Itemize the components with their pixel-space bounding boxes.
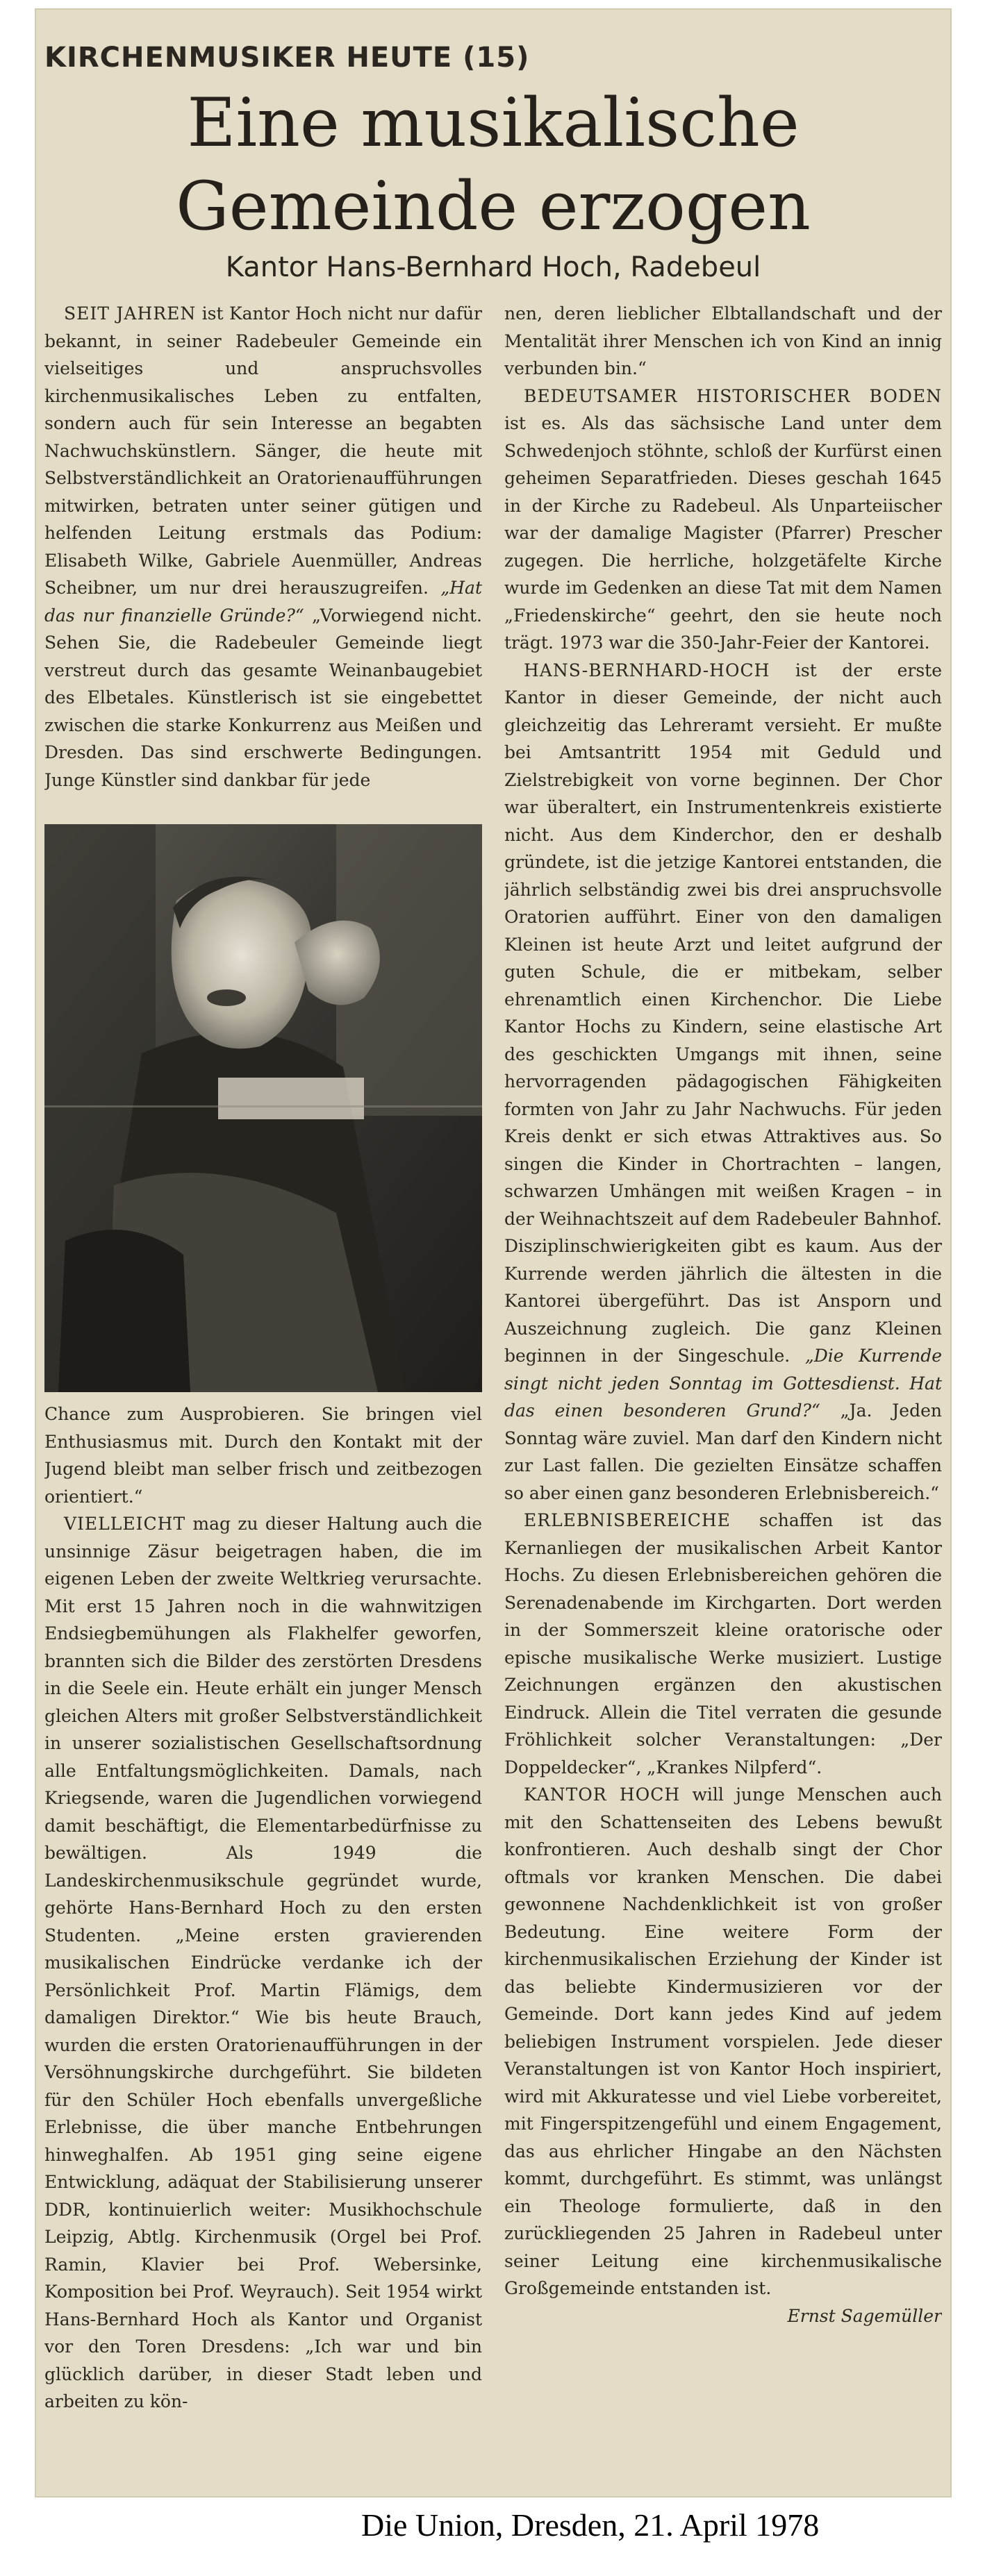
lead-in: BEDEUTSAMER HISTORISCHER BODEN	[524, 385, 942, 406]
interview-question: „Hat das nur finanzielle Gründe?“	[44, 578, 482, 626]
lead-in: HANS-BERNHARD-HOCH	[524, 660, 770, 680]
paragraph-continued	[504, 300, 942, 383]
lead-in: VIELLEICHT	[64, 1514, 186, 1534]
interview-question: „Die Kurrende singt nicht jeden Sonntag im Gottesdienst. Hat das einen besonderen Grund?“	[504, 1346, 942, 1421]
paragraph-history	[504, 383, 942, 657]
paragraph-text: ist der erste Kantor in dieser Gemeinde, der nicht auch gleichzeitig das Lehreramt versieht. Er mußte bei Amtsantritt 1954 mit Geduld und Zielstrebigkeit von vorne beginnen. Der Chor war überaltert, ein Instrumentenkreis existierte nicht. Aus dem Kinderchor, den er deshalb gründete, ist die jetzige Kantorei entstanden, die jährlich selbständig zwei bis drei anspruchsvolle Oratorien aufführt. Einer von den damaligen Kleinen ist heute Arzt und leitet aufgrund der guten Schule, die er mitbekam, selber ehrenamtlich einen Kirchenchor. Die Liebe Kantor Hochs zu Kindern, seine elastische Art des geschickten Umgangs mit ihnen, seine hervorragenden pädagogischen Fähigkeiten formten von Jahr zu Jahr Nachwuchs. Für jeden Kreis denkt er sich etwas Attraktives aus. So singen die Kinder in Chortrachten – langen, schwarzen Umhängen mit weißen Kragen – in der Weihnachtszeit auf dem Radebeuler Bahnhof. Disziplinschwierigkeiten gibt es kaum. Aus der Kurrende werden jährlich die ältesten in die Kantorei übergeführt. Das ist Ansporn und Auszeichnung zugleich. Die ganz Kleinen beginnen in der Singeschule.	[504, 660, 942, 1366]
paragraph-biography	[44, 1510, 482, 2416]
headline-line-2: Gemeinde erzogen	[176, 167, 811, 245]
paragraph-text: will junge Menschen auch mit den Schattenseiten des Lebens bewußt konfrontieren. Auch deshalb singt der Chor oftmals vor kranken Menschen. Die dabei gewonnene Nachdenklichkeit ist von großer Bedeutung. Eine weitere Form der kirchenmusikalischen Erziehung der Kinder ist das beliebte Kindermusizieren vor der Gemeinde. Dort kann jedes Kind auf jedem beliebigen Instrument vorspielen. Jede dieser Veranstaltungen ist von Kantor Hoch inspiriert, wird mit Akkuratesse und viel Liebe vorbereitet, mit Fingerspitzengefühl und einem Engagement, das aus ehrlicher Hingabe an den Nächsten kommt, durchgeführt. Es stimmt, was unlängst ein Theologe formulierte, daß in den zurückliegenden 25 Jahren in Radebeul unter seiner Leitung eine kirchenmusikalische Großgemeinde entstanden ist.	[504, 1784, 942, 2298]
article-column-left	[44, 300, 482, 2480]
paragraph-text: ist es. Als das sächsische Land unter dem Schwedenjoch stöhnte, schloß der Kurfürst einen geheimen Separatfrieden. Dieses geschah 1645 in der Kirche zu Radebeul. Als Unparteiischer war der damalige Magister (Pfarrer) Prescher zugegen. Die herrliche, holzgetäfelte Kirche wurde im Gedenken an diese Tat mit dem Namen „Friedenskirche“ geehrt, den sie heute noch trägt. 1973 war die 350-Jahr-Feier der Kantorei.	[504, 413, 942, 653]
paragraph-intro	[44, 300, 482, 794]
paragraph-text: Chance zum Ausprobieren. Sie bringen viel Enthusiasmus mit. Durch den Kontakt mit der Jugend bleibt man selber frisch und zeitbezogen orientiert.“	[44, 1404, 482, 1507]
portrait-photo	[44, 824, 482, 1392]
paragraph-text: schaffen ist das Kernanliegen der musikalischen Arbeit Kantor Hochs. Zu diesen Erlebnisbereichen gehören die Serenadenabende im Kirchgarten. Dort werden in der Sommerszeit kleine oratorische oder epische musikalische Werke musiziert. Lustige Zeichnungen ergänzen den akustischen Eindruck. Allein die Titel verraten die gesunde Fröhlichkeit solcher Veranstaltungen: „Der Doppeldecker“, „Krankes Nilpferd“.	[504, 1510, 942, 1778]
lead-in: ERLEBNISBEREICHE	[524, 1510, 731, 1530]
series-kicker: KIRCHENMUSIKER HEUTE (15)	[44, 42, 530, 74]
paragraph-erlebnisbereiche	[504, 1507, 942, 1781]
article-column-right	[504, 300, 942, 2480]
paragraph-text: nen, deren lieblicher Elbtallandschaft und der Mentalität ihrer Menschen ich von Kind an innig verbunden bin.“	[504, 303, 942, 378]
headline	[35, 81, 952, 248]
source-caption: Die Union, Dresden, 21. April 1978	[361, 2507, 820, 2543]
interview-answer: „Vorwiegend nicht. Sehen Sie, die Radebeuler Gemeinde liegt verstreut durch das gesamte Weinanbaugebiet des Elbetales. Künstlerisch ist sie eingebettet zwischen die starke Konkurrenz aus Meißen und Dresden. Das sind erschwerte Bedingungen. Junge Künstler sind dankbar für jede	[44, 605, 482, 790]
lead-in: KANTOR HOCH	[524, 1784, 681, 1805]
author-signature: Ernst Sagemüller	[787, 2305, 942, 2326]
headline-line-1: Eine musikalische	[187, 84, 800, 162]
newspaper-clipping	[35, 8, 952, 2498]
paragraph-continued	[44, 1400, 482, 1510]
lead-in: SEIT JAHREN	[64, 303, 197, 324]
kantor-portrait-image	[44, 824, 482, 1392]
paragraph-kantorei	[504, 657, 942, 1507]
interview-answer: „Ja. Jeden Sonntag wäre zuviel. Man darf den Kindern nicht zur Last fallen. Die gezielten Einsätze schaffen so aber einen ganz besonderen Erlebnisbereich.“	[504, 1400, 942, 1503]
subheadline: Kantor Hans-Bernhard Hoch, Radebeul	[225, 251, 761, 283]
paragraph-closing	[504, 1781, 942, 2326]
paragraph-text: ist Kantor Hoch nicht nur dafür bekannt, in seiner Radebeuler Gemeinde ein vielseitiges und anspruchsvolles kirchenmusikalisches Leben zu entfalten, sondern auch für sein Interesse an begabten Nachwuchskünstlern. Sänger, die heute mit Selbstverständlichkeit an Oratorienaufführungen mitwirken, betraten unter seiner gütigen und helfenden Leitung erstmals das Podium: Elisabeth Wilke, Gabriele Auenmüller, Andreas Scheibner, um nur drei herauszugreifen.	[44, 303, 482, 598]
paragraph-text: mag zu dieser Haltung auch die unsinnige Zäsur beigetragen haben, die im eigenen Leben der zweite Weltkrieg verursachte. Mit erst 15 Jahren noch in die wahnwitzigen Endsiegbemühungen als Flakhelfer geworfen, brannten sich die Bilder des zerstörten Dresdens in die Seele ein. Heute erhält ein junger Mensch gleichen Alters mit großer Selbstverständlichkeit in unserer sozialistischen Gesellschaftsordnung alle Entfaltungsmöglichkeiten. Damals, nach Kriegsende, waren die Jugendlichen vorwiegend damit beschäftigt, die Elementarbedürfnisse zu bewältigen. Als 1949 die Landeskirchenmusikschule gegründet wurde, gehörte Hans-Bernhard Hoch zu den ersten Studenten. „Meine ersten gravierenden musikalischen Eindrücke verdanke ich der Persönlichkeit Prof. Martin Flämigs, dem damaligen Direktor.“ Wie bis heute Brauch, wurden die ersten Oratorienaufführungen in der Versöhnungskirche durchgeführt. Sie bildeten für den Schüler Hoch ebenfalls unvergeßliche Erlebnisse, die über manche Entbehrungen hinweghalfen. Ab 1951 ging seine eigene Entwicklung, adäquat der Stabilisierung unserer DDR, kontinuierlich weiter: Musikhochschule Leipzig, Abtlg. Kirchenmusik (Orgel bei Prof. Ramin, Klavier bei Prof. Webersinke, Komposition bei Prof. Weyrauch). Seit 1954 wirkt Hans-Bernhard Hoch als Kantor und Organist vor den Toren Dresdens: „Ich war und bin glücklich darüber, in dieser Stadt leben und arbeiten zu kön-	[44, 1514, 482, 2411]
